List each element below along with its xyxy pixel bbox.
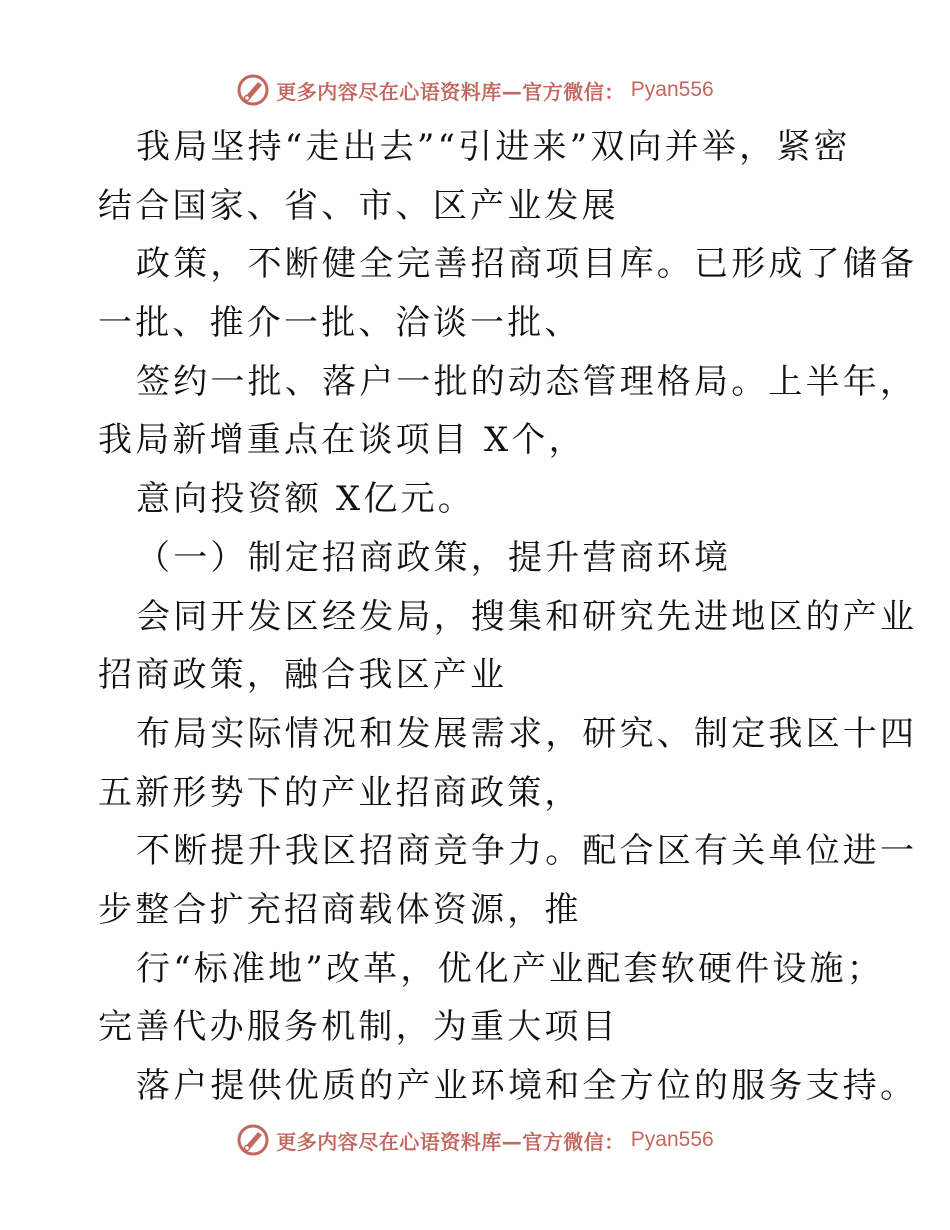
paragraph-line: 我局坚持“走出去”“引进来”双向并举，紧密 [136,127,851,167]
paragraph-line: 结合国家、省、市、区产业发展 [98,185,619,226]
paragraph-line: 布局实际情况和发展需求，研究、制定我区十四 [136,713,918,754]
paragraph-line: 会同开发区经发局，搜集和研究先进地区的产业 [136,596,918,637]
document-body [98,118,918,1116]
watermark-id: Pyan556 [630,78,714,101]
paragraph-line: 意向投资额 X亿元。 [136,479,476,520]
watermark-id: Pyan556 [630,1128,714,1151]
paragraph-line: 招商政策，融合我区产业 [98,655,508,696]
section-heading: （一）制定招商政策，提升营商环境 [136,537,732,578]
paragraph-line: 政策，不断健全完善招商项目库。已形成了储备 [136,244,918,285]
pen-logo-icon [236,1123,270,1157]
pen-logo-icon [236,73,270,107]
paragraph-line: 步整合扩充招商载体资源，推 [98,889,582,930]
paragraph-line: 我局新增重点在谈项目 X个， [98,420,586,461]
header-watermark [0,70,950,110]
paragraph-line: 落户提供优质的产业环境和全方位的服务支持。 [136,1066,918,1106]
paragraph-line: 行“标准地”改革，优化产业配套软硬件设施； [136,948,884,989]
paragraph-line: 完善代办服务机制，为重大项目 [98,1007,619,1048]
footer-watermark [0,1120,950,1160]
paragraph-line: 不断提升我区招商竞争力。配合区有关单位进一 [136,831,918,872]
paragraph-line: 五新形势下的产业招商政策， [98,772,582,813]
paragraph-line: 签约一批、落户一批的动态管理格局。上半年， [136,361,918,402]
watermark-text: 更多内容尽在心语资料库—官方微信： [276,79,625,104]
watermark-text: 更多内容尽在心语资料库—官方微信： [276,1129,625,1154]
paragraph-line: 一批、推介一批、洽谈一批、 [98,303,582,344]
